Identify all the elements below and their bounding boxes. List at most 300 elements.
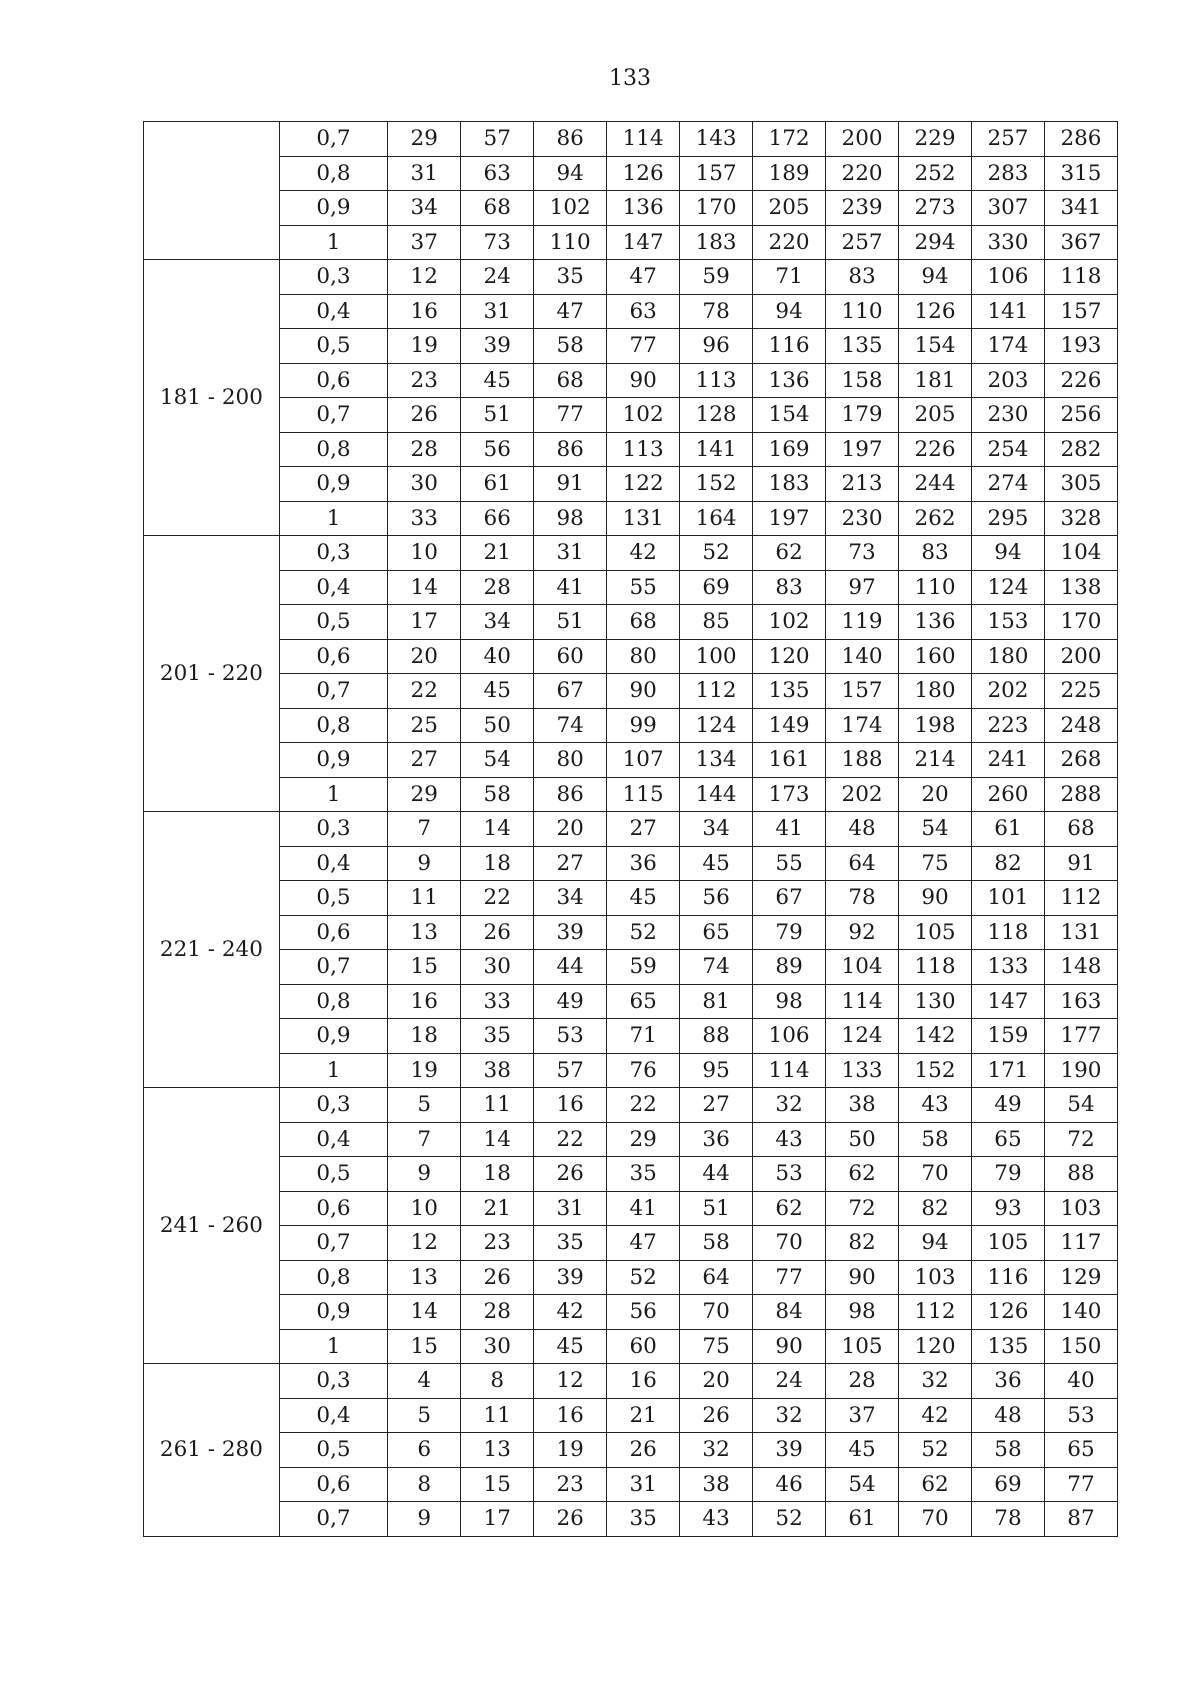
value-cell: 140 xyxy=(1044,1295,1117,1330)
coefficient-cell: 1 xyxy=(279,225,387,260)
table-row xyxy=(144,743,1118,778)
value-cell: 81 xyxy=(680,984,753,1019)
value-cell: 30 xyxy=(461,950,534,985)
value-cell: 256 xyxy=(1044,398,1117,433)
value-cell: 257 xyxy=(972,122,1045,157)
value-cell: 174 xyxy=(826,708,899,743)
value-cell: 118 xyxy=(972,915,1045,950)
value-cell: 73 xyxy=(826,536,899,571)
value-cell: 46 xyxy=(753,1467,826,1502)
value-cell: 15 xyxy=(388,1329,461,1364)
value-cell: 45 xyxy=(607,881,680,916)
value-cell: 82 xyxy=(899,1191,972,1226)
value-cell: 67 xyxy=(753,881,826,916)
table-row xyxy=(144,1226,1118,1261)
value-cell: 226 xyxy=(1044,363,1117,398)
table-body xyxy=(144,122,1118,1537)
coefficient-cell: 0,6 xyxy=(279,915,387,950)
table-row xyxy=(144,1398,1118,1433)
value-cell: 86 xyxy=(534,432,607,467)
value-cell: 59 xyxy=(607,950,680,985)
table-row xyxy=(144,1088,1118,1123)
coefficient-cell: 0,9 xyxy=(279,191,387,226)
value-cell: 274 xyxy=(972,467,1045,502)
value-cell: 44 xyxy=(534,950,607,985)
value-cell: 20 xyxy=(534,812,607,847)
coefficient-cell: 0,6 xyxy=(279,639,387,674)
value-cell: 99 xyxy=(607,708,680,743)
page-number: 133 xyxy=(609,66,651,91)
value-cell: 43 xyxy=(680,1502,753,1537)
value-cell: 42 xyxy=(534,1295,607,1330)
value-cell: 58 xyxy=(680,1226,753,1261)
coefficient-cell: 0,8 xyxy=(279,708,387,743)
coefficient-cell: 0,8 xyxy=(279,156,387,191)
value-cell: 315 xyxy=(1044,156,1117,191)
table-row xyxy=(144,501,1118,536)
value-cell: 45 xyxy=(461,674,534,709)
value-cell: 198 xyxy=(899,708,972,743)
value-cell: 103 xyxy=(899,1260,972,1295)
value-cell: 294 xyxy=(899,225,972,260)
value-cell: 48 xyxy=(826,812,899,847)
value-cell: 254 xyxy=(972,432,1045,467)
value-cell: 77 xyxy=(607,329,680,364)
value-cell: 27 xyxy=(680,1088,753,1123)
value-cell: 24 xyxy=(753,1364,826,1399)
value-cell: 205 xyxy=(899,398,972,433)
value-cell: 55 xyxy=(607,570,680,605)
value-cell: 14 xyxy=(461,1122,534,1157)
value-cell: 101 xyxy=(972,881,1045,916)
value-cell: 257 xyxy=(826,225,899,260)
value-cell: 157 xyxy=(680,156,753,191)
value-cell: 91 xyxy=(534,467,607,502)
value-cell: 43 xyxy=(753,1122,826,1157)
group-label-cell: 221 - 240 xyxy=(144,812,280,1088)
value-cell: 70 xyxy=(753,1226,826,1261)
value-cell: 35 xyxy=(461,1019,534,1054)
table-row xyxy=(144,329,1118,364)
value-cell: 16 xyxy=(607,1364,680,1399)
value-cell: 35 xyxy=(534,1226,607,1261)
table-row xyxy=(144,639,1118,674)
value-cell: 83 xyxy=(753,570,826,605)
value-cell: 8 xyxy=(388,1467,461,1502)
coefficient-cell: 0,4 xyxy=(279,1398,387,1433)
value-cell: 65 xyxy=(607,984,680,1019)
value-cell: 72 xyxy=(1044,1122,1117,1157)
value-cell: 37 xyxy=(826,1398,899,1433)
value-cell: 100 xyxy=(680,639,753,674)
value-cell: 58 xyxy=(461,777,534,812)
table-row xyxy=(144,467,1118,502)
table-row xyxy=(144,674,1118,709)
table-row xyxy=(144,156,1118,191)
value-cell: 7 xyxy=(388,1122,461,1157)
value-cell: 77 xyxy=(753,1260,826,1295)
value-cell: 44 xyxy=(680,1157,753,1192)
value-cell: 173 xyxy=(753,777,826,812)
value-cell: 12 xyxy=(388,260,461,295)
value-cell: 119 xyxy=(826,605,899,640)
value-cell: 134 xyxy=(680,743,753,778)
value-cell: 49 xyxy=(972,1088,1045,1123)
value-cell: 144 xyxy=(680,777,753,812)
value-cell: 31 xyxy=(534,1191,607,1226)
value-cell: 260 xyxy=(972,777,1045,812)
value-cell: 170 xyxy=(680,191,753,226)
data-table xyxy=(143,121,1118,1537)
value-cell: 22 xyxy=(461,881,534,916)
value-cell: 9 xyxy=(388,1157,461,1192)
value-cell: 28 xyxy=(461,570,534,605)
value-cell: 34 xyxy=(534,881,607,916)
value-cell: 135 xyxy=(753,674,826,709)
value-cell: 68 xyxy=(1044,812,1117,847)
table-row xyxy=(144,777,1118,812)
value-cell: 188 xyxy=(826,743,899,778)
value-cell: 230 xyxy=(826,501,899,536)
table-row xyxy=(144,225,1118,260)
table-row xyxy=(144,708,1118,743)
value-cell: 17 xyxy=(461,1502,534,1537)
value-cell: 76 xyxy=(607,1053,680,1088)
value-cell: 52 xyxy=(680,536,753,571)
value-cell: 129 xyxy=(1044,1260,1117,1295)
table-row xyxy=(144,1295,1118,1330)
table-row xyxy=(144,881,1118,916)
coefficient-cell: 0,6 xyxy=(279,363,387,398)
value-cell: 118 xyxy=(1044,260,1117,295)
value-cell: 65 xyxy=(680,915,753,950)
value-cell: 58 xyxy=(534,329,607,364)
value-cell: 113 xyxy=(680,363,753,398)
value-cell: 53 xyxy=(753,1157,826,1192)
value-cell: 22 xyxy=(388,674,461,709)
value-cell: 230 xyxy=(972,398,1045,433)
value-cell: 30 xyxy=(388,467,461,502)
value-cell: 45 xyxy=(534,1329,607,1364)
value-cell: 124 xyxy=(680,708,753,743)
table-row xyxy=(144,1329,1118,1364)
value-cell: 85 xyxy=(680,605,753,640)
value-cell: 16 xyxy=(388,984,461,1019)
value-cell: 126 xyxy=(972,1295,1045,1330)
value-cell: 205 xyxy=(753,191,826,226)
table-row xyxy=(144,812,1118,847)
value-cell: 341 xyxy=(1044,191,1117,226)
value-cell: 60 xyxy=(607,1329,680,1364)
value-cell: 20 xyxy=(680,1364,753,1399)
coefficient-cell: 0,4 xyxy=(279,1122,387,1157)
value-cell: 78 xyxy=(680,294,753,329)
value-cell: 9 xyxy=(388,846,461,881)
value-cell: 190 xyxy=(1044,1053,1117,1088)
value-cell: 220 xyxy=(826,156,899,191)
value-cell: 73 xyxy=(461,225,534,260)
value-cell: 110 xyxy=(899,570,972,605)
value-cell: 59 xyxy=(680,260,753,295)
value-cell: 130 xyxy=(899,984,972,1019)
value-cell: 26 xyxy=(388,398,461,433)
value-cell: 52 xyxy=(607,915,680,950)
value-cell: 18 xyxy=(461,1157,534,1192)
value-cell: 35 xyxy=(534,260,607,295)
value-cell: 157 xyxy=(1044,294,1117,329)
value-cell: 95 xyxy=(680,1053,753,1088)
value-cell: 68 xyxy=(607,605,680,640)
value-cell: 154 xyxy=(753,398,826,433)
value-cell: 26 xyxy=(534,1502,607,1537)
value-cell: 94 xyxy=(899,1226,972,1261)
table-row xyxy=(144,570,1118,605)
value-cell: 154 xyxy=(899,329,972,364)
value-cell: 26 xyxy=(461,1260,534,1295)
table-row xyxy=(144,984,1118,1019)
value-cell: 128 xyxy=(680,398,753,433)
value-cell: 248 xyxy=(1044,708,1117,743)
value-cell: 53 xyxy=(1044,1398,1117,1433)
value-cell: 159 xyxy=(972,1019,1045,1054)
value-cell: 64 xyxy=(826,846,899,881)
value-cell: 116 xyxy=(972,1260,1045,1295)
value-cell: 21 xyxy=(607,1398,680,1433)
value-cell: 197 xyxy=(826,432,899,467)
coefficient-cell: 0,8 xyxy=(279,432,387,467)
group-label-cell: 201 - 220 xyxy=(144,536,280,812)
group-label-cell: 181 - 200 xyxy=(144,260,280,536)
value-cell: 94 xyxy=(534,156,607,191)
coefficient-cell: 1 xyxy=(279,777,387,812)
coefficient-cell: 0,7 xyxy=(279,674,387,709)
value-cell: 102 xyxy=(534,191,607,226)
value-cell: 16 xyxy=(388,294,461,329)
value-cell: 52 xyxy=(753,1502,826,1537)
value-cell: 38 xyxy=(680,1467,753,1502)
coefficient-cell: 0,5 xyxy=(279,1433,387,1468)
value-cell: 31 xyxy=(388,156,461,191)
coefficient-cell: 0,3 xyxy=(279,812,387,847)
value-cell: 50 xyxy=(461,708,534,743)
table-row xyxy=(144,950,1118,985)
value-cell: 15 xyxy=(388,950,461,985)
value-cell: 62 xyxy=(899,1467,972,1502)
value-cell: 98 xyxy=(534,501,607,536)
value-cell: 29 xyxy=(607,1122,680,1157)
value-cell: 105 xyxy=(899,915,972,950)
value-cell: 19 xyxy=(388,329,461,364)
value-cell: 28 xyxy=(388,432,461,467)
value-cell: 18 xyxy=(461,846,534,881)
value-cell: 52 xyxy=(899,1433,972,1468)
value-cell: 282 xyxy=(1044,432,1117,467)
value-cell: 91 xyxy=(1044,846,1117,881)
value-cell: 54 xyxy=(826,1467,899,1502)
value-cell: 52 xyxy=(607,1260,680,1295)
coefficient-cell: 0,5 xyxy=(279,605,387,640)
value-cell: 98 xyxy=(826,1295,899,1330)
value-cell: 68 xyxy=(461,191,534,226)
value-cell: 27 xyxy=(534,846,607,881)
value-cell: 102 xyxy=(607,398,680,433)
value-cell: 295 xyxy=(972,501,1045,536)
value-cell: 98 xyxy=(753,984,826,1019)
value-cell: 21 xyxy=(461,536,534,571)
value-cell: 131 xyxy=(607,501,680,536)
value-cell: 79 xyxy=(753,915,826,950)
value-cell: 26 xyxy=(680,1398,753,1433)
value-cell: 25 xyxy=(388,708,461,743)
value-cell: 89 xyxy=(753,950,826,985)
value-cell: 171 xyxy=(972,1053,1045,1088)
value-cell: 33 xyxy=(461,984,534,1019)
value-cell: 94 xyxy=(899,260,972,295)
value-cell: 122 xyxy=(607,467,680,502)
group-label-cell xyxy=(144,122,280,260)
value-cell: 11 xyxy=(461,1398,534,1433)
value-cell: 74 xyxy=(534,708,607,743)
table-row xyxy=(144,363,1118,398)
value-cell: 57 xyxy=(461,122,534,157)
value-cell: 90 xyxy=(607,674,680,709)
value-cell: 273 xyxy=(899,191,972,226)
value-cell: 9 xyxy=(388,1502,461,1537)
value-cell: 148 xyxy=(1044,950,1117,985)
value-cell: 45 xyxy=(826,1433,899,1468)
value-cell: 29 xyxy=(388,777,461,812)
value-cell: 220 xyxy=(753,225,826,260)
value-cell: 118 xyxy=(899,950,972,985)
value-cell: 158 xyxy=(826,363,899,398)
value-cell: 102 xyxy=(753,605,826,640)
value-cell: 305 xyxy=(1044,467,1117,502)
coefficient-cell: 0,5 xyxy=(279,881,387,916)
value-cell: 83 xyxy=(826,260,899,295)
coefficient-cell: 0,5 xyxy=(279,1157,387,1192)
value-cell: 22 xyxy=(607,1088,680,1123)
table-row xyxy=(144,1364,1118,1399)
value-cell: 157 xyxy=(826,674,899,709)
value-cell: 110 xyxy=(534,225,607,260)
value-cell: 90 xyxy=(899,881,972,916)
value-cell: 56 xyxy=(607,1295,680,1330)
value-cell: 174 xyxy=(972,329,1045,364)
value-cell: 58 xyxy=(899,1122,972,1157)
value-cell: 60 xyxy=(534,639,607,674)
value-cell: 63 xyxy=(607,294,680,329)
value-cell: 112 xyxy=(680,674,753,709)
value-cell: 86 xyxy=(534,777,607,812)
value-cell: 27 xyxy=(607,812,680,847)
value-cell: 70 xyxy=(899,1502,972,1537)
value-cell: 10 xyxy=(388,536,461,571)
value-cell: 328 xyxy=(1044,501,1117,536)
value-cell: 124 xyxy=(826,1019,899,1054)
value-cell: 41 xyxy=(753,812,826,847)
value-cell: 17 xyxy=(388,605,461,640)
value-cell: 14 xyxy=(388,1295,461,1330)
value-cell: 11 xyxy=(388,881,461,916)
value-cell: 164 xyxy=(680,501,753,536)
value-cell: 28 xyxy=(461,1295,534,1330)
value-cell: 23 xyxy=(461,1226,534,1261)
value-cell: 61 xyxy=(826,1502,899,1537)
value-cell: 71 xyxy=(607,1019,680,1054)
value-cell: 32 xyxy=(899,1364,972,1399)
coefficient-cell: 0,9 xyxy=(279,1295,387,1330)
value-cell: 126 xyxy=(899,294,972,329)
value-cell: 23 xyxy=(534,1467,607,1502)
value-cell: 49 xyxy=(534,984,607,1019)
value-cell: 77 xyxy=(534,398,607,433)
value-cell: 268 xyxy=(1044,743,1117,778)
value-cell: 87 xyxy=(1044,1502,1117,1537)
coefficient-cell: 0,9 xyxy=(279,743,387,778)
value-cell: 160 xyxy=(899,639,972,674)
value-cell: 117 xyxy=(1044,1226,1117,1261)
value-cell: 131 xyxy=(1044,915,1117,950)
value-cell: 106 xyxy=(753,1019,826,1054)
value-cell: 58 xyxy=(972,1433,1045,1468)
value-cell: 56 xyxy=(461,432,534,467)
table-row xyxy=(144,432,1118,467)
value-cell: 330 xyxy=(972,225,1045,260)
value-cell: 38 xyxy=(461,1053,534,1088)
table-row xyxy=(144,1502,1118,1537)
value-cell: 51 xyxy=(680,1191,753,1226)
value-cell: 16 xyxy=(534,1088,607,1123)
coefficient-cell: 1 xyxy=(279,1329,387,1364)
value-cell: 70 xyxy=(899,1157,972,1192)
value-cell: 115 xyxy=(607,777,680,812)
value-cell: 47 xyxy=(534,294,607,329)
coefficient-cell: 0,6 xyxy=(279,1467,387,1502)
value-cell: 80 xyxy=(534,743,607,778)
value-cell: 200 xyxy=(1044,639,1117,674)
value-cell: 19 xyxy=(388,1053,461,1088)
value-cell: 24 xyxy=(461,260,534,295)
value-cell: 47 xyxy=(607,260,680,295)
table-row xyxy=(144,294,1118,329)
value-cell: 283 xyxy=(972,156,1045,191)
value-cell: 75 xyxy=(680,1329,753,1364)
table-row xyxy=(144,122,1118,157)
value-cell: 79 xyxy=(972,1157,1045,1192)
coefficient-cell: 0,3 xyxy=(279,260,387,295)
value-cell: 7 xyxy=(388,812,461,847)
value-cell: 33 xyxy=(388,501,461,536)
value-cell: 64 xyxy=(680,1260,753,1295)
value-cell: 12 xyxy=(388,1226,461,1261)
coefficient-cell: 0,7 xyxy=(279,1502,387,1537)
value-cell: 92 xyxy=(826,915,899,950)
value-cell: 42 xyxy=(899,1398,972,1433)
value-cell: 105 xyxy=(826,1329,899,1364)
value-cell: 133 xyxy=(972,950,1045,985)
value-cell: 12 xyxy=(534,1364,607,1399)
value-cell: 71 xyxy=(753,260,826,295)
value-cell: 152 xyxy=(680,467,753,502)
value-cell: 307 xyxy=(972,191,1045,226)
value-cell: 90 xyxy=(753,1329,826,1364)
value-cell: 103 xyxy=(1044,1191,1117,1226)
table-row xyxy=(144,846,1118,881)
coefficient-cell: 0,5 xyxy=(279,329,387,364)
value-cell: 214 xyxy=(899,743,972,778)
value-cell: 65 xyxy=(1044,1433,1117,1468)
value-cell: 36 xyxy=(607,846,680,881)
